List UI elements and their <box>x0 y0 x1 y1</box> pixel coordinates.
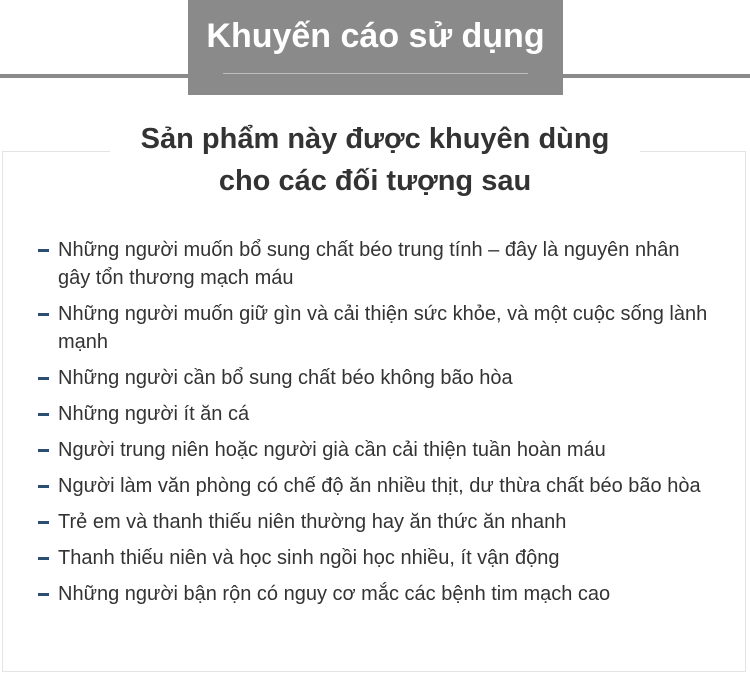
dash-bullet-icon <box>38 377 49 380</box>
list-item-text: Người làm văn phòng có chế độ ăn nhiều thịt, dư thừa chất béo bão hòa <box>58 475 701 497</box>
header-title: Khuyến cáo sử dụng <box>206 17 545 55</box>
section-heading <box>110 118 640 202</box>
list-item-text: Những người muốn giữ gìn và cải thiện sức khỏe, và một cuộc sống lành mạnh <box>58 303 708 353</box>
list-item <box>36 400 716 428</box>
target-group-list <box>36 236 716 616</box>
dash-bullet-icon <box>38 485 49 488</box>
list-item <box>36 544 716 572</box>
list-item <box>36 436 716 464</box>
dash-bullet-icon <box>38 313 49 316</box>
section-heading-line-2: cho các đối tượng sau <box>218 165 532 197</box>
list-item-text: Người trung niên hoặc người già cần cải thiện tuần hoàn máu <box>58 439 606 461</box>
dash-bullet-icon <box>38 413 49 416</box>
section-heading-line-1: Sản phẩm này được khuyên dùng <box>140 123 610 155</box>
list-item-text: Những người muốn bổ sung chất béo trung tính – đây là nguyên nhân gây tổn thương mạch máu <box>58 239 680 289</box>
list-item <box>36 300 716 356</box>
header-banner <box>188 0 563 95</box>
list-item-text: Những người bận rộn có nguy cơ mắc các bệnh tim mạch cao <box>58 583 611 605</box>
list-item <box>36 580 716 608</box>
list-item <box>36 364 716 392</box>
dash-bullet-icon <box>38 593 49 596</box>
list-item-text: Những người cần bổ sung chất béo không bão hòa <box>58 367 513 389</box>
dash-bullet-icon <box>38 521 49 524</box>
list-item <box>36 236 716 292</box>
dash-bullet-icon <box>38 557 49 560</box>
list-item-text: Những người ít ăn cá <box>58 403 250 425</box>
list-item <box>36 472 716 500</box>
list-item <box>36 508 716 536</box>
dash-bullet-icon <box>38 449 49 452</box>
list-item-text: Thanh thiếu niên và học sinh ngồi học nhiều, ít vận động <box>58 547 560 569</box>
dash-bullet-icon <box>38 249 49 252</box>
header-underline <box>223 73 528 74</box>
list-item-text: Trẻ em và thanh thiếu niên thường hay ăn thức ăn nhanh <box>58 511 567 533</box>
